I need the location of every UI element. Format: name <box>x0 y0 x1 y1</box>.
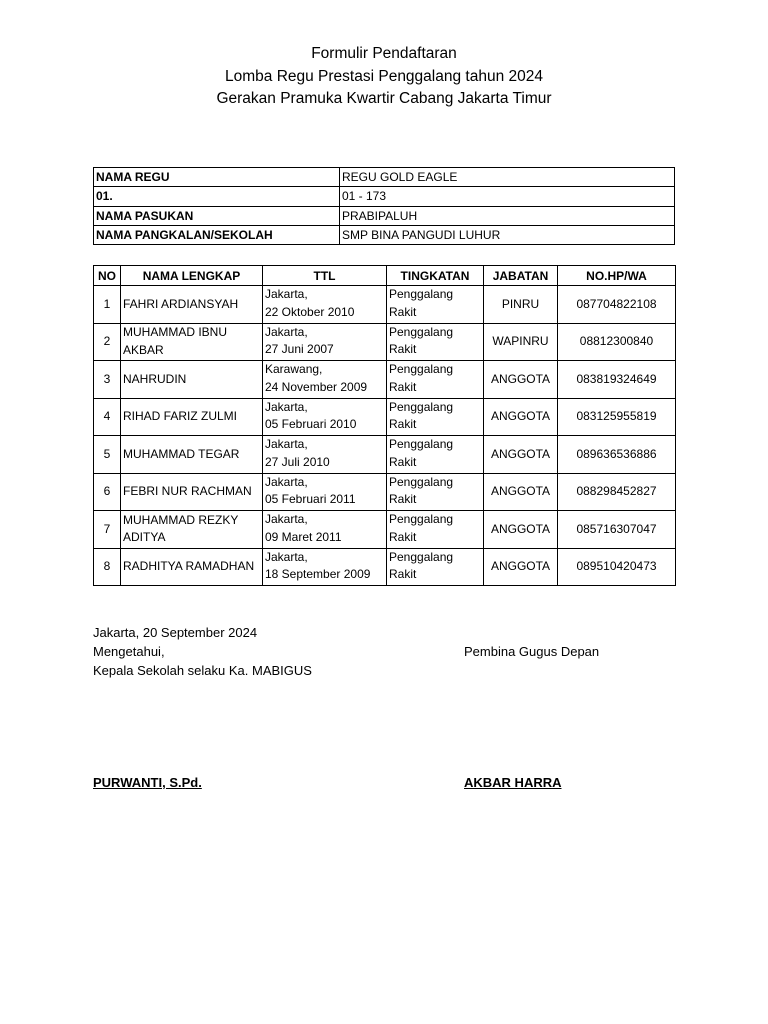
member-level <box>387 361 484 399</box>
member-no: 2 <box>94 323 121 361</box>
member-birthdate: 27 Juli 2010 <box>265 454 330 469</box>
member-level <box>387 286 484 324</box>
member-level-line1: Penggalang <box>389 512 454 526</box>
member-role: PINRU <box>484 286 558 324</box>
member-birthdate: 05 Februari 2010 <box>265 417 357 431</box>
info-label: 01. <box>94 187 340 206</box>
acknowledged-label: Mengetahui, <box>93 644 165 659</box>
info-label: NAMA PANGKALAN/SEKOLAH <box>94 225 340 244</box>
member-role: ANGGOTA <box>484 548 558 586</box>
competition-title: Lomba Regu Prestasi Penggalang tahun 2024 <box>225 67 543 85</box>
signature-date: Jakarta, 20 September 2024 <box>93 625 258 640</box>
member-phone: 089510420473 <box>558 548 676 586</box>
member-level-line2: Rakit <box>389 529 417 544</box>
member-ttl <box>263 473 387 511</box>
member-name: RIHAD FARIZ ZULMI <box>121 398 263 436</box>
member-no: 6 <box>94 473 121 511</box>
col-ttl-header: TTL <box>263 266 387 286</box>
member-role: ANGGOTA <box>484 436 558 474</box>
member-level-line1: Penggalang <box>389 324 454 339</box>
member-birthplace: Jakarta, <box>265 399 308 414</box>
member-level <box>387 511 484 549</box>
member-role: ANGGOTA <box>484 473 558 511</box>
info-row <box>94 168 675 187</box>
member-birthdate: 27 Juni 2007 <box>265 342 334 356</box>
member-level <box>387 548 484 586</box>
col-name-header: NAMA LENGKAP <box>121 266 263 286</box>
member-level-line2: Rakit <box>389 492 417 506</box>
info-label: NAMA REGU <box>94 168 340 187</box>
member-table <box>93 265 676 586</box>
member-birthplace: Jakarta, <box>265 512 308 526</box>
col-level-header: TINGKATAN <box>387 266 484 286</box>
info-row <box>94 187 675 206</box>
principal-name: PURWANTI, S.Pd. <box>93 775 202 790</box>
member-phone: 085716307047 <box>558 511 676 549</box>
member-phone: 088298452827 <box>558 473 676 511</box>
info-value: SMP BINA PANGUDI LUHUR <box>340 225 675 244</box>
info-value: PRABIPALUH <box>340 206 675 225</box>
member-row <box>94 361 676 399</box>
member-phone: 087704822108 <box>558 286 676 324</box>
info-value: 01 - 173 <box>340 187 675 206</box>
member-birthplace: Jakarta, <box>265 287 308 301</box>
organization-title: Gerakan Pramuka Kwartir Cabang Jakarta Timur <box>216 90 552 107</box>
team-info-table <box>93 167 675 245</box>
member-ttl <box>263 323 387 361</box>
member-birthplace: Karawang, <box>265 362 323 376</box>
form-title: Formulir Pendaftaran <box>311 45 457 62</box>
member-name: MUHAMMAD TEGAR <box>121 436 263 474</box>
info-row <box>94 206 675 225</box>
member-role: WAPINRU <box>484 323 558 361</box>
member-row <box>94 548 676 586</box>
member-table-header <box>94 266 676 286</box>
member-ttl <box>263 548 387 586</box>
member-ttl <box>263 398 387 436</box>
member-birthdate: 09 Maret 2011 <box>265 529 342 544</box>
member-name: MUHAMMAD IBNU AKBAR <box>121 323 263 361</box>
member-name: MUHAMMAD REZKY ADITYA <box>121 511 263 549</box>
member-name: FAHRI ARDIANSYAH <box>121 286 263 324</box>
member-level-line1: Penggalang <box>389 549 454 564</box>
member-level-line1: Penggalang <box>389 399 454 414</box>
member-phone: 083125955819 <box>558 398 676 436</box>
member-level-line2: Rakit <box>389 379 417 394</box>
member-level-line1: Penggalang <box>389 362 454 376</box>
col-role-header: JABATAN <box>484 266 558 286</box>
member-level-line2: Rakit <box>389 454 417 469</box>
member-row <box>94 436 676 474</box>
member-level-line2: Rakit <box>389 567 417 581</box>
member-level-line2: Rakit <box>389 304 417 319</box>
member-no: 5 <box>94 436 121 474</box>
member-ttl <box>263 436 387 474</box>
member-birthdate: 05 Februari 2011 <box>265 492 356 506</box>
coach-name: AKBAR HARRA <box>464 775 562 790</box>
member-level-line1: Penggalang <box>389 287 454 301</box>
col-no-header: NO <box>94 266 121 286</box>
member-birthplace: Jakarta, <box>265 549 308 564</box>
member-no: 1 <box>94 286 121 324</box>
member-row <box>94 398 676 436</box>
member-no: 7 <box>94 511 121 549</box>
member-ttl <box>263 361 387 399</box>
member-ttl <box>263 511 387 549</box>
member-role: ANGGOTA <box>484 361 558 399</box>
member-row <box>94 473 676 511</box>
signature-right-block <box>464 642 599 661</box>
signature-left-block <box>93 642 312 680</box>
info-label: NAMA PASUKAN <box>94 206 340 225</box>
member-name: NAHRUDIN <box>121 361 263 399</box>
member-no: 3 <box>94 361 121 399</box>
member-level-line1: Penggalang <box>389 437 454 451</box>
member-level <box>387 323 484 361</box>
member-birthdate: 18 September 2009 <box>265 567 371 581</box>
member-row <box>94 323 676 361</box>
member-birthplace: Jakarta, <box>265 437 308 451</box>
member-level <box>387 473 484 511</box>
member-level-line1: Penggalang <box>389 474 454 489</box>
principal-title: Kepala Sekolah selaku Ka. MABIGUS <box>93 663 312 678</box>
info-row <box>94 225 675 244</box>
member-level-line2: Rakit <box>389 417 417 431</box>
member-no: 8 <box>94 548 121 586</box>
member-phone: 08812300840 <box>558 323 676 361</box>
member-ttl <box>263 286 387 324</box>
member-phone: 089636536886 <box>558 436 676 474</box>
member-role: ANGGOTA <box>484 398 558 436</box>
info-value: REGU GOLD EAGLE <box>340 168 675 187</box>
member-row <box>94 511 676 549</box>
member-name: FEBRI NUR RACHMAN <box>121 473 263 511</box>
member-name: RADHITYA RAMADHAN <box>121 548 263 586</box>
member-row <box>94 286 676 324</box>
member-table-body <box>94 286 676 586</box>
member-birthdate: 24 November 2009 <box>265 379 368 394</box>
col-phone-header: NO.HP/WA <box>558 266 676 286</box>
member-birthplace: Jakarta, <box>265 324 308 339</box>
coach-title: Pembina Gugus Depan <box>464 644 600 659</box>
member-level <box>387 398 484 436</box>
member-level-line2: Rakit <box>389 342 417 356</box>
member-birthplace: Jakarta, <box>265 474 308 489</box>
member-role: ANGGOTA <box>484 511 558 549</box>
member-phone: 083819324649 <box>558 361 676 399</box>
member-birthdate: 22 Oktober 2010 <box>265 304 355 319</box>
member-no: 4 <box>94 398 121 436</box>
member-level <box>387 436 484 474</box>
